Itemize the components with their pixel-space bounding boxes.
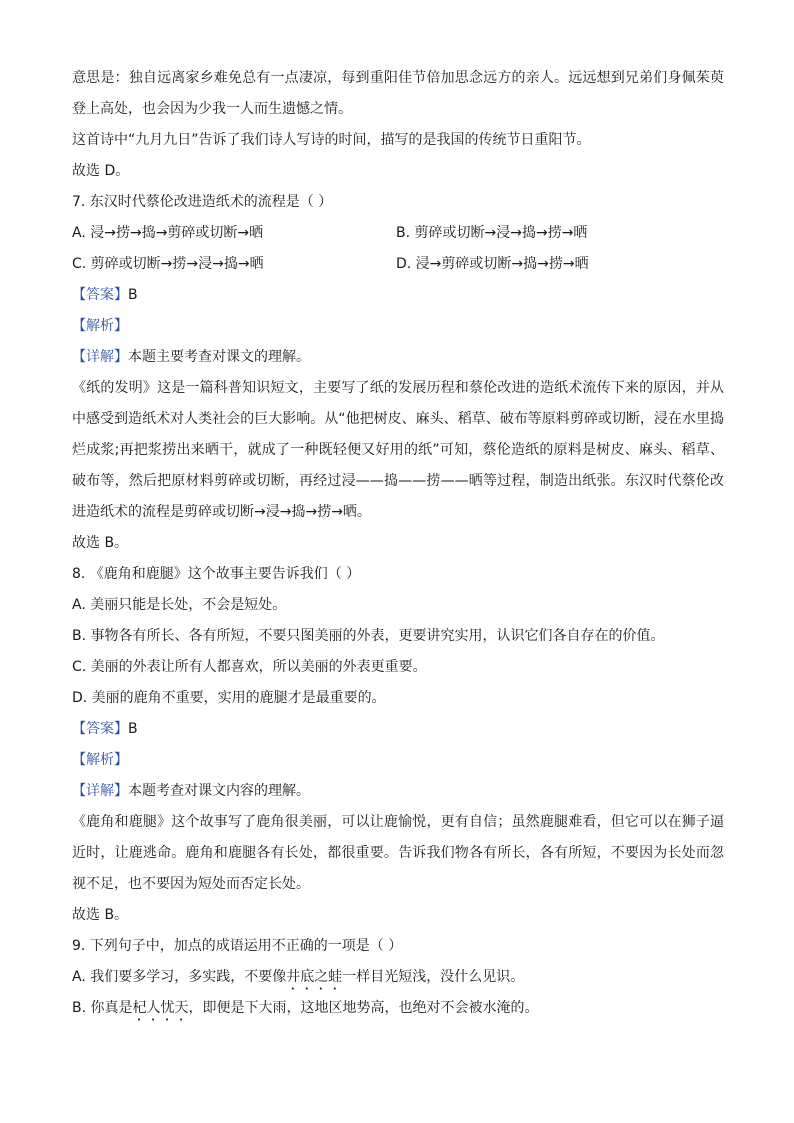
dotted-idiom: 杞人忧天 — [132, 1000, 189, 1016]
question-7-option-c: C. 剪碎或切断→捞→浸→捣→晒 — [72, 256, 264, 272]
answer-choice-prev: 故选 D。 — [72, 163, 130, 179]
question-7-options-row-1 — [72, 218, 724, 249]
answer-tag: 【答案】 — [72, 287, 128, 303]
analysis-tag: 【解析】 — [72, 318, 128, 334]
question-8-explanation: 《鹿角和鹿腿》这个故事写了鹿角很美丽，可以让鹿愉悦，更有自信；虽然鹿腿难看，但它可以在狮子逼近时，让鹿逃命。鹿角和鹿腿各有长处，都很重要。告诉我们物各有所长，各有所短，不要因为长处而忽视不足，也不要因为短处而否定长处。 — [72, 814, 724, 892]
question-7-option-a: A. 浸→捞→捣→剪碎或切断→晒 — [72, 225, 264, 241]
dotted-idiom: 井底之蛙 — [286, 969, 343, 985]
question-8-option-d: D. 美丽的鹿角不重要，实用的鹿腿才是最重要的。 — [72, 690, 386, 706]
question-8-choice: 故选 B。 — [72, 907, 129, 923]
question-7-option-d: D. 浸→剪碎或切断→捣→捞→晒 — [396, 256, 589, 272]
analysis-tag: 【解析】 — [72, 752, 128, 768]
question-7-choice: 故选 B。 — [72, 535, 129, 551]
question-8-detail — [72, 776, 724, 807]
answer-value: B — [128, 721, 138, 737]
question-8-option-b: B. 事物各有所长、各有所短，不要只图美丽的外表，更要讲究实用，认识它们各自存在的价值。 — [72, 628, 665, 644]
answer-value: B — [128, 287, 138, 303]
option-text: A. 我们要多学习，多实践，不要像 — [72, 969, 287, 985]
question-8-option-a: A. 美丽只能是长处，不会是短处。 — [72, 597, 287, 613]
question-9-option-b — [72, 993, 724, 1024]
detail-text: 本题主要考查对课文的理解。 — [128, 349, 310, 365]
question-8-option-c: C. 美丽的外表让所有人都喜欢，所以美丽的外表更重要。 — [72, 659, 427, 675]
question-7-option-b: B. 剪碎或切断→浸→捣→捞→晒 — [396, 225, 588, 241]
document-content — [72, 63, 724, 1024]
question-7-analysis — [72, 311, 724, 342]
question-7-answer — [72, 280, 724, 311]
question-8-stem: 8. 《鹿角和鹿腿》这个故事主要告诉我们（ ） — [72, 566, 361, 582]
poem-note: 这首诗中“九月九日”告诉了我们诗人写诗的时间，描写的是我国的传统节日重阳节。 — [72, 132, 591, 148]
question-7-stem: 7. 东汉时代蔡伦改进造纸术的流程是（ ） — [72, 194, 333, 210]
question-8-answer — [72, 714, 724, 745]
option-text: 一样目光短浅，没什么见识。 — [342, 969, 525, 985]
detail-text: 本题考查对课文内容的理解。 — [128, 783, 310, 799]
detail-tag: 【详解】 — [72, 783, 128, 799]
question-9-option-a — [72, 962, 724, 993]
option-text: ，即便是下大雨，这地区地势高，也绝对不会被水淹的。 — [188, 1000, 539, 1016]
option-text: B. 你真是 — [72, 1000, 133, 1016]
question-8-analysis — [72, 745, 724, 776]
answer-tag: 【答案】 — [72, 721, 128, 737]
question-9-stem: 9. 下列句子中，加点的成语运用不正确的一项是（ ） — [72, 938, 403, 954]
detail-tag: 【详解】 — [72, 349, 128, 365]
question-7-explanation: 《纸的发明》这是一篇科普知识短文，主要写了纸的发展历程和蔡伦改进的造纸术流传下来的原因，并从中感受到造纸术对人类社会的巨大影响。从“他把树皮、麻头、稻草、破布等原料剪碎或切断，浸在水里捣烂成浆;再把浆捞出来晒干，就成了一种既轻便又好用的纸”可知，蔡伦造纸的原料是树皮、麻头、稻草、破布等，然后把原材料剪碎或切断，再经过浸——捣——捞——晒等过程，制造出纸张。东汉时代蔡伦改进造纸术的流程是剪碎或切断→浸→捣→捞→晒。 — [72, 380, 724, 520]
question-7-options-row-2 — [72, 249, 724, 280]
question-7-detail — [72, 342, 724, 373]
poem-meaning: 意思是：独自远离家乡难免总有一点凄凉，每到重阳佳节倍加思念远方的亲人。远远想到兄弟们身佩茱萸登上高处，也会因为少我一人而生遗憾之情。 — [72, 70, 724, 117]
